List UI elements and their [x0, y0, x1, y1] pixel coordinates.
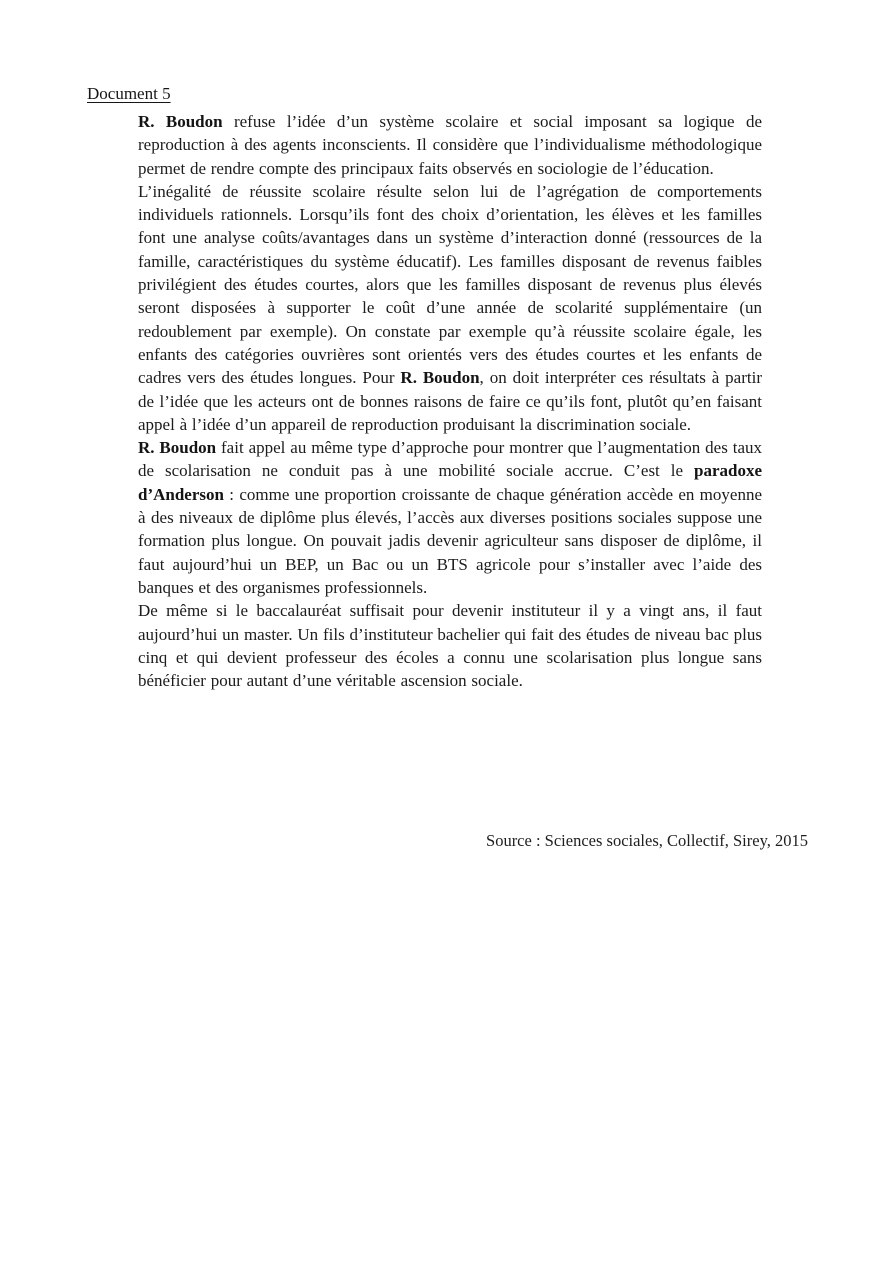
paragraph: [138, 599, 762, 692]
bold-text-run: R. Boudon: [138, 112, 223, 131]
document-body: [138, 110, 762, 692]
bold-text-run: R. Boudon: [400, 368, 480, 388]
text-run: : comme une proportion croissante de chaque génération accède en moyenne à des niveaux de diplôme plus élevés, l’accès aux diverses positions sociales suppose une formation plus longue. On pouvait jadis devenir agriculteur sans disposer de diplôme, il faut aujourd’hui un BEP, un Bac ou un BTS agricole pour s’installer avec l’aide des banques et des organismes professionnels.: [138, 484, 762, 597]
paragraph: [138, 110, 762, 180]
text-run: fait appel au même type d’approche pour montrer que l’augmentation des taux de scolarisation ne conduit pas à une mobilité sociale accrue. C’est le: [138, 438, 762, 481]
text-run: L’inégalité de réussite scolaire résulte selon lui de l’agrégation de comportements individuels rationnels. Lorsqu’ils font des choix d’orientation, les élèves et les familles font une analyse coûts/avantages dans un système d’interaction donné (ressources de la famille, caractéristiques du système éducatif). Les familles disposant de revenus faibles privilégient des études courtes, alors que les familles disposant de revenus plus élevés seront disposées à supporter le coût d’une année de scolarité supplémentaire (un redoublement par exemple). On constate par exemple qu’à réussite scolaire égale, les enfants des catégories ouvrières sont orientés vers des études courtes et les enfants de cadres vers des études longues. Pour: [138, 181, 762, 388]
text-run: refuse l’idée d’un système scolaire et social imposant sa logique de reproduction à des agents inconscients. Il considère que l’individualisme méthodologique permet de rendre compte des principaux faits observés en sociologie de l’éducation.: [138, 112, 762, 178]
bold-text-run: R. Boudon: [138, 438, 217, 458]
paragraph: [138, 436, 762, 599]
bold-text-run: paradoxe d’Anderson: [138, 461, 762, 504]
source-citation: Source : Sciences sociales, Collectif, Sirey, 2015: [486, 831, 808, 850]
document-heading: Document 5: [87, 84, 171, 103]
paragraph: [138, 180, 762, 436]
text-run: De même si le baccalauréat suffisait pour devenir instituteur il y a vingt ans, il faut aujourd’hui un master. Un fils d’instituteur bachelier qui fait des études de niveau bac plus cinq et qui devient professeur des écoles a connu une scolarisation plus longue sans bénéficier pour autant d’une véritable ascension sociale.: [138, 601, 762, 691]
text-run: , on doit interpréter ces résultats à partir de l’idée que les acteurs ont de bonnes raisons de faire ce qu’ils font, plutôt qu’en faisant appel à l’idée d’un appareil de reproduction produisant la discrimination sociale.: [138, 368, 762, 434]
